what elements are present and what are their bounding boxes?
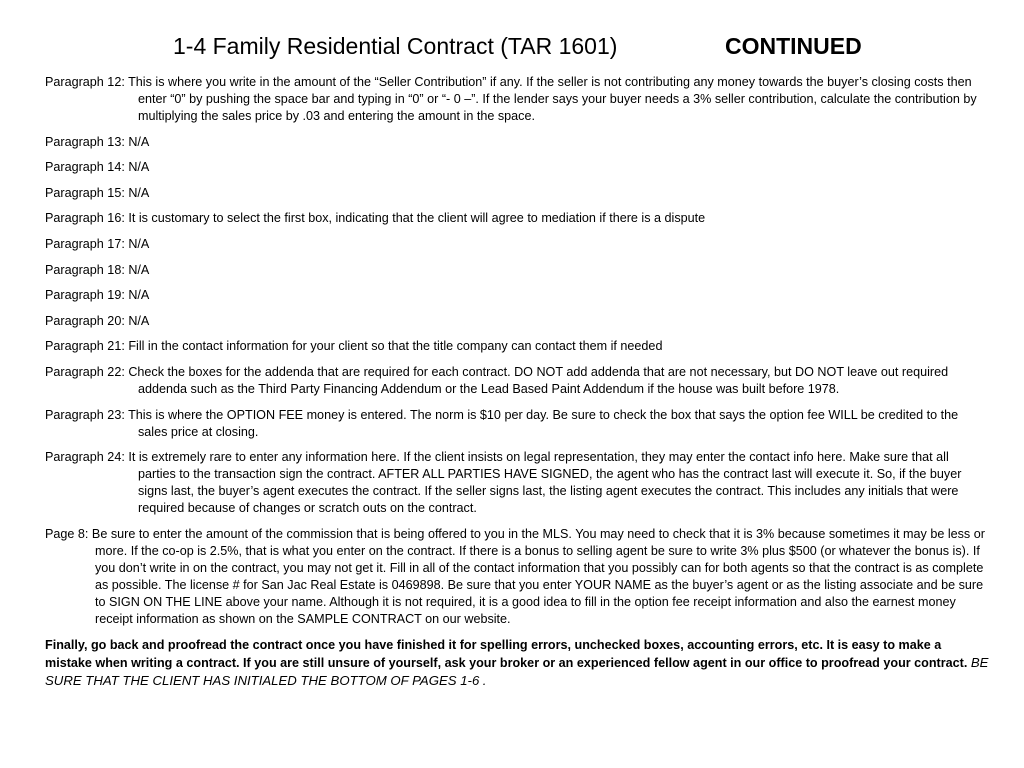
paragraph-text: This is where you write in the amount of the “Seller Contribution” if any. If the seller is not contributing any money towards the buyer’s closing costs then enter “0” by pushing the space bar and typing in “0” or “- 0 –”. If the lender says your buyer needs a 3% seller contribution, calculate the contribution by multiplying the sales price by .03 and entering the amount in the space. [128, 75, 977, 123]
paragraph-label: Paragraph 13: [45, 134, 125, 149]
paragraph-text: N/A [128, 134, 150, 149]
paragraph-16 [45, 210, 990, 227]
document-body [45, 74, 990, 690]
final-note-end: . [482, 673, 487, 689]
paragraph-23 [45, 407, 990, 441]
paragraph-text: It is customary to select the first box, indicating that the client will agree to mediation if there is a dispute [128, 211, 706, 226]
paragraph-text: N/A [128, 262, 150, 277]
paragraph-label: Paragraph 23: [45, 407, 125, 422]
paragraph-text: Check the boxes for the addenda that are required for each contract. DO NOT add addenda that are not necessary, but DO NOT leave out required addenda such as the Third Party Financing Addendum or the Lead Based Paint Addendum if the house was built before 1978. [128, 364, 949, 396]
paragraph-24 [45, 449, 990, 517]
paragraph-20 [45, 313, 990, 330]
paragraph-text: N/A [128, 160, 150, 175]
page-title: 1-4 Family Residential Contract (TAR 1601) [173, 33, 618, 59]
paragraph-label: Paragraph 18: [45, 262, 125, 277]
page-header [0, 33, 1024, 63]
continued-label: CONTINUED [725, 33, 862, 59]
paragraph-text: N/A [128, 236, 150, 251]
paragraph-label: Paragraph 21: [45, 339, 125, 354]
paragraph-text: N/A [128, 313, 150, 328]
page-8-instructions [45, 526, 990, 628]
paragraph-22 [45, 364, 990, 398]
paragraph-21 [45, 338, 990, 355]
paragraph-15 [45, 185, 990, 202]
paragraph-label: Paragraph 14: [45, 160, 125, 175]
paragraph-text: N/A [128, 288, 150, 303]
paragraph-label: Page 8: [45, 526, 89, 541]
paragraph-label: Paragraph 20: [45, 313, 125, 328]
paragraph-19 [45, 287, 990, 304]
paragraph-text: Be sure to enter the amount of the commission that is being offered to you in the MLS. You may need to check that it is 3% because sometimes it may be less or more. If the co-op is 2.5%, that is what you enter on the contract. If there is a bonus to selling agent be sure to write 3% plus $500 (or whatever the bonus is). If you don’t write in on the contract, you may not get it. Fill in all of the contact information that you possibly can for both agents so that the contract is as complete as possible. The license # for San Jac Real Estate is 0469898. Be sure that you enter YOUR NAME as the buyer’s agent or as the listing associate and be sure to SIGN ON THE LINE above your name. Although it is not required, it is a good idea to fill in the option fee receipt information and also the earnest money receipt information as shown on the SAMPLE CONTRACT on our website. [91, 526, 985, 626]
paragraph-12 [45, 74, 990, 125]
paragraph-label: Paragraph 12: [45, 75, 125, 89]
paragraph-text: N/A [128, 185, 150, 200]
final-note-bold: Finally, go back and proofread the contract once you have finished it for spelling errors, unchecked boxes, accounting errors, etc. It is easy to make a mistake when writing a contract. If you are still unsure of yourself, ask your broker or an experienced fellow agent in our office to proofread your contract. [45, 638, 968, 671]
paragraph-text: It is extremely rare to enter any information here. If the client insists on legal representation, they may enter the contact info here. Make sure that all parties to the transaction sign the contract. AFTER ALL PARTIES HAVE SIGNED, the agent who has the contract last will execute it. So, if the buyer signs last, the buyer’s agent executes the contract. If the seller signs last, the listing agent executes the contract. This includes any initials that were required because of changes or scratch outs on the contract. [128, 450, 962, 516]
paragraph-14 [45, 159, 990, 176]
paragraph-label: Paragraph 22: [45, 364, 125, 379]
paragraph-text: This is where the OPTION FEE money is entered. The norm is $10 per day. Be sure to check the box that says the option fee WILL be credited to the sales price at closing. [128, 407, 959, 439]
paragraph-label: Paragraph 17: [45, 236, 125, 251]
paragraph-18 [45, 262, 990, 279]
final-note-italic: BE SURE THAT THE CLIENT HAS INITIALED THE BOTTOM OF PAGES 1-6 [45, 655, 989, 689]
final-note [45, 636, 990, 690]
paragraph-13 [45, 134, 990, 151]
paragraph-text: Fill in the contact information for your client so that the title company can contact them if needed [128, 339, 663, 354]
paragraph-label: Paragraph 19: [45, 288, 125, 303]
paragraph-label: Paragraph 16: [45, 211, 125, 226]
paragraph-17 [45, 236, 990, 253]
paragraph-label: Paragraph 15: [45, 185, 125, 200]
paragraph-label: Paragraph 24: [45, 450, 125, 465]
